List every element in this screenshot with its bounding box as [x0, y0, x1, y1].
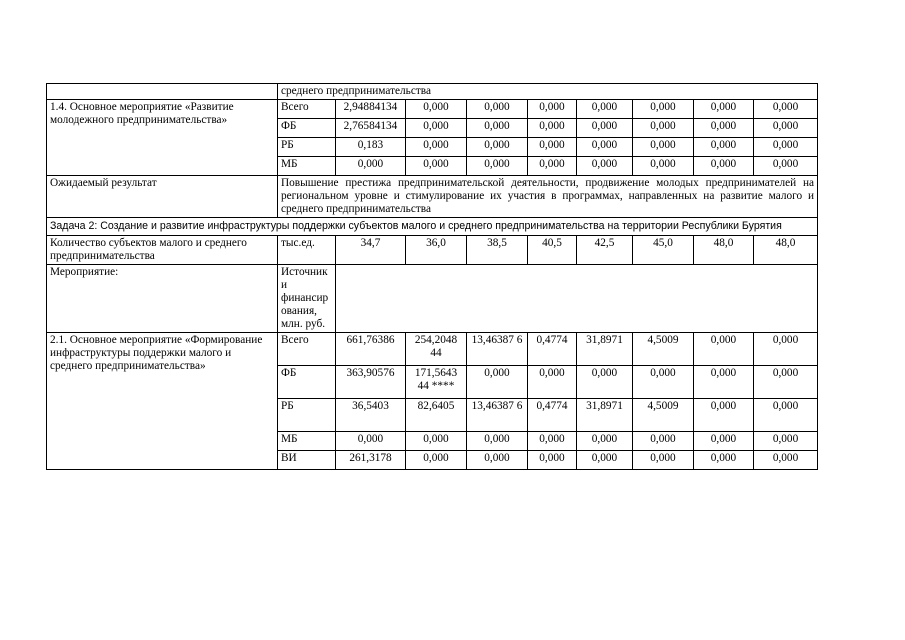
value-cell: 0,000: [694, 157, 754, 176]
value-cell: 0,000: [633, 100, 694, 119]
source-cell: ФБ: [278, 366, 336, 399]
expected-result-text: Повышение престижа предпринимательской деятельности, продвижение молодых предпринимателей на региональном уровне и стимулирование их участия в программах, направленных на развитие малого и среднего предпринимательства: [278, 176, 818, 218]
value-cell: 48,0: [754, 236, 818, 265]
value-cell: 0,4774: [528, 333, 577, 366]
value-cell: 0,000: [406, 451, 467, 470]
task-2-heading: Задача 2: Создание и развитие инфраструктуры поддержки субъектов малого и среднего предпринимательства на территории Республики Бурятия: [47, 218, 818, 236]
value-cell: 0,000: [528, 157, 577, 176]
unit-cell: тыс.ед.: [278, 236, 336, 265]
value-cell: 254,2048 44: [406, 333, 467, 366]
value-cell: 0,000: [633, 119, 694, 138]
value-cell: 0,000: [694, 451, 754, 470]
value-cell: 38,5: [467, 236, 528, 265]
value-cell: 0,000: [406, 138, 467, 157]
indicator-label: Количество субъектов малого и среднего предпринимательства: [47, 236, 278, 265]
measure-label: Мероприятие:: [47, 265, 278, 333]
table-row: [47, 100, 818, 119]
task-row: [47, 218, 818, 236]
value-cell: 0,000: [694, 333, 754, 366]
value-cell: 0,000: [694, 399, 754, 432]
source-cell: МБ: [278, 157, 336, 176]
value-cell: 45,0: [633, 236, 694, 265]
value-cell: 0,000: [633, 138, 694, 157]
value-cell: 82,6405: [406, 399, 467, 432]
continuation-row: [47, 84, 818, 100]
item-1-4-label: 1.4. Основное мероприятие «Развитие молодежного предпринимательства»: [47, 100, 278, 176]
source-header: Источник и финансир ования, млн. руб.: [278, 265, 336, 333]
value-cell: 0,000: [754, 432, 818, 451]
value-cell: 0,000: [336, 157, 406, 176]
empty-cell: [336, 265, 818, 333]
source-cell: ФБ: [278, 119, 336, 138]
value-cell: 31,8971: [577, 399, 633, 432]
value-cell: 171,5643 44 ****: [406, 366, 467, 399]
value-cell: 31,8971: [577, 333, 633, 366]
value-cell: 363,90576: [336, 366, 406, 399]
expected-result-label: Ожидаемый результат: [47, 176, 278, 218]
value-cell: 4,5009: [633, 333, 694, 366]
value-cell: 0,000: [406, 119, 467, 138]
value-cell: 0,000: [754, 119, 818, 138]
value-cell: 0,000: [754, 399, 818, 432]
value-cell: 0,000: [406, 432, 467, 451]
value-cell: 13,46387 6: [467, 399, 528, 432]
value-cell: 0,000: [694, 432, 754, 451]
value-cell: 0,000: [406, 157, 467, 176]
value-cell: 2,76584134: [336, 119, 406, 138]
value-cell: 0,000: [633, 432, 694, 451]
value-cell: 0,000: [336, 432, 406, 451]
source-cell: РБ: [278, 138, 336, 157]
value-cell: 0,000: [467, 366, 528, 399]
source-cell: РБ: [278, 399, 336, 432]
value-cell: 0,000: [754, 366, 818, 399]
value-cell: 0,000: [577, 157, 633, 176]
value-cell: 0,000: [694, 100, 754, 119]
source-cell: Всего: [278, 100, 336, 119]
value-cell: 0,000: [577, 451, 633, 470]
value-cell: 0,4774: [528, 399, 577, 432]
source-cell: Всего: [278, 333, 336, 366]
value-cell: 40,5: [528, 236, 577, 265]
value-cell: 0,000: [694, 119, 754, 138]
value-cell: 0,000: [528, 138, 577, 157]
value-cell: 0,000: [754, 157, 818, 176]
measure-header-row: [47, 265, 818, 333]
value-cell: 0,000: [633, 157, 694, 176]
continuation-text: среднего предпринимательства: [278, 84, 818, 100]
value-cell: 0,183: [336, 138, 406, 157]
value-cell: 0,000: [754, 100, 818, 119]
value-cell: 0,000: [577, 432, 633, 451]
value-cell: 0,000: [754, 451, 818, 470]
value-cell: 0,000: [694, 138, 754, 157]
value-cell: 2,94884134: [336, 100, 406, 119]
value-cell: 0,000: [577, 138, 633, 157]
value-cell: 0,000: [577, 119, 633, 138]
value-cell: 0,000: [467, 157, 528, 176]
source-cell: ВИ: [278, 451, 336, 470]
value-cell: 0,000: [467, 100, 528, 119]
value-cell: 0,000: [467, 432, 528, 451]
value-cell: 0,000: [694, 366, 754, 399]
value-cell: 0,000: [467, 119, 528, 138]
value-cell: 0,000: [406, 100, 467, 119]
value-cell: 0,000: [633, 451, 694, 470]
value-cell: 0,000: [528, 366, 577, 399]
value-cell: 0,000: [467, 138, 528, 157]
value-cell: 48,0: [694, 236, 754, 265]
value-cell: 36,0: [406, 236, 467, 265]
empty-cell: [47, 84, 278, 100]
value-cell: 0,000: [577, 366, 633, 399]
value-cell: 0,000: [577, 100, 633, 119]
value-cell: 661,76386: [336, 333, 406, 366]
program-table: [46, 83, 818, 470]
value-cell: 0,000: [633, 366, 694, 399]
value-cell: 0,000: [528, 432, 577, 451]
value-cell: 36,5403: [336, 399, 406, 432]
indicator-row: [47, 236, 818, 265]
value-cell: 34,7: [336, 236, 406, 265]
value-cell: 13,46387 6: [467, 333, 528, 366]
value-cell: 0,000: [528, 451, 577, 470]
value-cell: 0,000: [754, 138, 818, 157]
value-cell: 0,000: [467, 451, 528, 470]
item-2-1-label: 2.1. Основное мероприятие «Формирование инфраструктуры поддержки малого и среднего предпринимательства»: [47, 333, 278, 470]
source-cell: МБ: [278, 432, 336, 451]
value-cell: 42,5: [577, 236, 633, 265]
expected-result-row: [47, 176, 818, 218]
value-cell: 0,000: [528, 119, 577, 138]
table-row: [47, 333, 818, 366]
value-cell: 0,000: [754, 333, 818, 366]
value-cell: 4,5009: [633, 399, 694, 432]
value-cell: 0,000: [528, 100, 577, 119]
value-cell: 261,3178: [336, 451, 406, 470]
